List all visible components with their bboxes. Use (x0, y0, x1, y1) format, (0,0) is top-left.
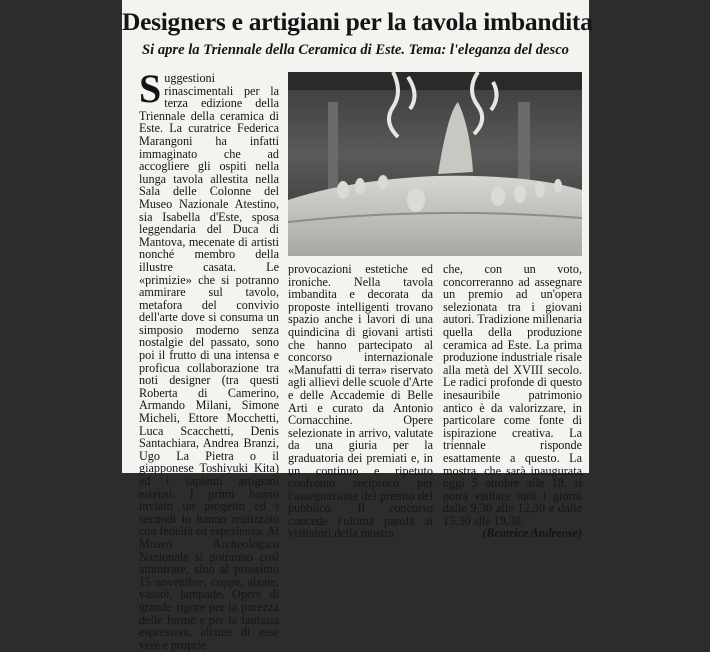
article-column-2 (288, 262, 433, 541)
article-subheadline: Si apre la Triennale della Ceramica di Este. Tema: l'eleganza del desco (142, 42, 569, 58)
column-1-text: uggestioni rinascimentali per la terza edizione della Triennale della ceramica di Este. La curatrice Federica Marangoni ha infatti immaginato che ad accogliere gli ospiti nella lunga tavola allestita nella Sala delle Colonne del Museo Nazionale Atestino, sia Isabella d'Este, sposa leggendaria del Duca di Mantova, mecenate di artisti nonché membro della illustre casata. Le «primizie» che si potranno ammirare sul tavolo, metafora del convivio dell'arte dove si consuma un simposio moderno senza nostalgie del passato, sono poi il frutto di una intensa e proficua collaborazione tra noti designer (tra questi Roberta di Camerino, Armando Milani, Simone Micheli, Ettore Mocchetti, Luca Scacchetti, Denis Santachiara, Andrea Branzi, Ugo La Pietra o il giapponese Toshiyuki Kita) ed i sapienti artigiani estensi. I primi hanno inviato un progetto ed i secondi lo hanno realizzato con fedeltà ed esperienza. Al Museo Archeologico Nazionale si potranno così ammirare, sino al prossimo 15 novembre, coppe, alzate, vassoi, lampade. Opere di grande rigore per la purezza delle forme e per la fantasia espressiva, alcune di esse vere e proprie (139, 71, 279, 652)
author-signature: (Beatrice Andreose) (482, 526, 582, 541)
column-2-text: provocazioni estetiche ed ironiche. Nella tavola imbandita e decorata da proposte intelligenti trovano spazio anche i lavori di una quindicina di giovani artisti che hanno partecipato al concorso internazionale «Manufatti di terra» riservato agli allievi delle scuole d'Arte e delle Accademie di Belle Arti e curato da Antonio Cornacchine. Opere selezionate in arrivo, valutate da una giuria per la graduatoria dei premiati e, in un continuo e ripetuto confronto reciproco per l'assegnazione del premio del pubblico. Il concorso concede l'ultima parola ai visitatori della mostra (288, 262, 433, 541)
newspaper-clipping (122, 0, 593, 652)
drop-cap: S (139, 66, 162, 111)
column-3-text: che, con un voto, concorreranno ad assegnare un premio ad un'opera selezionata tra i giovani autori. Tradizione millenaria quella della produzione ceramica ad Este. La prima produzione industriale risale alla metà del XVIII secolo. Le radici profonde di questo inesauribile patrimonio antico è da valorizzare, in particolare come fonte di ispirazione creativa. La triennale risponde esattamente a questo. La mostra, che sarà inaugurata oggi 5 ottobre alle 18, si potrà visitare tutti i giorni dalle 9,30 alle 12,30 e dalle 15,30 alle 19,30. (443, 262, 582, 528)
article-column-1 (139, 66, 279, 652)
article-column-3 (443, 262, 582, 541)
table-display-image (288, 72, 582, 256)
exhibition-photo (288, 72, 582, 256)
article-headline: Designers e artigiani per la tavola imbandita (122, 7, 593, 36)
